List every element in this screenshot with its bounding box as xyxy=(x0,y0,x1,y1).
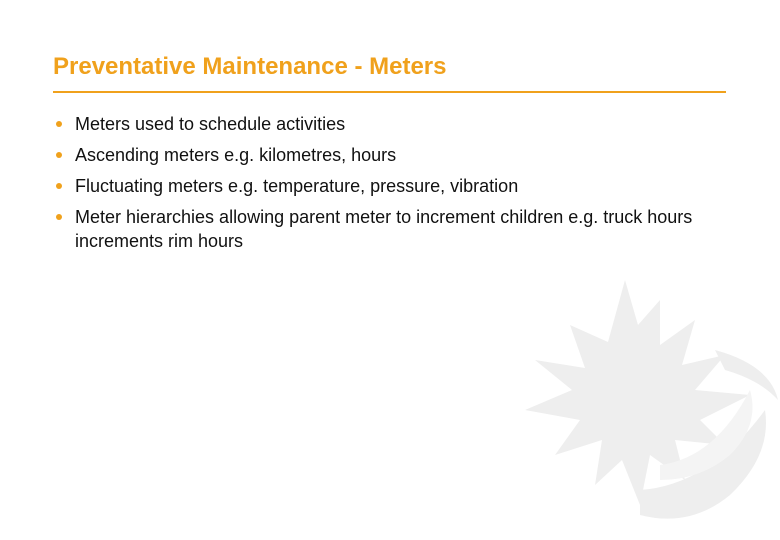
bullet-text: Meter hierarchies allowing parent meter to increment children e.g. truck hours increments rim hours xyxy=(75,207,693,251)
bullet-list xyxy=(56,112,736,260)
bullet-dot-icon xyxy=(56,183,62,189)
bullet-item xyxy=(56,112,736,136)
bullet-dot-icon xyxy=(56,214,62,220)
bullet-text: Ascending meters e.g. kilometres, hours xyxy=(75,145,397,165)
bullet-dot-icon xyxy=(56,152,62,158)
bullet-item xyxy=(56,143,736,167)
maple-leaf-watermark-icon xyxy=(510,270,780,540)
bullet-item xyxy=(56,174,736,198)
slide-title: Preventative Maintenance - Meters xyxy=(53,53,447,80)
bullet-item xyxy=(56,205,736,253)
bullet-text: Meters used to schedule activities xyxy=(75,114,346,134)
title-divider xyxy=(53,91,726,93)
bullet-dot-icon xyxy=(56,121,62,127)
bullet-text: Fluctuating meters e.g. temperature, pressure, vibration xyxy=(75,176,519,196)
